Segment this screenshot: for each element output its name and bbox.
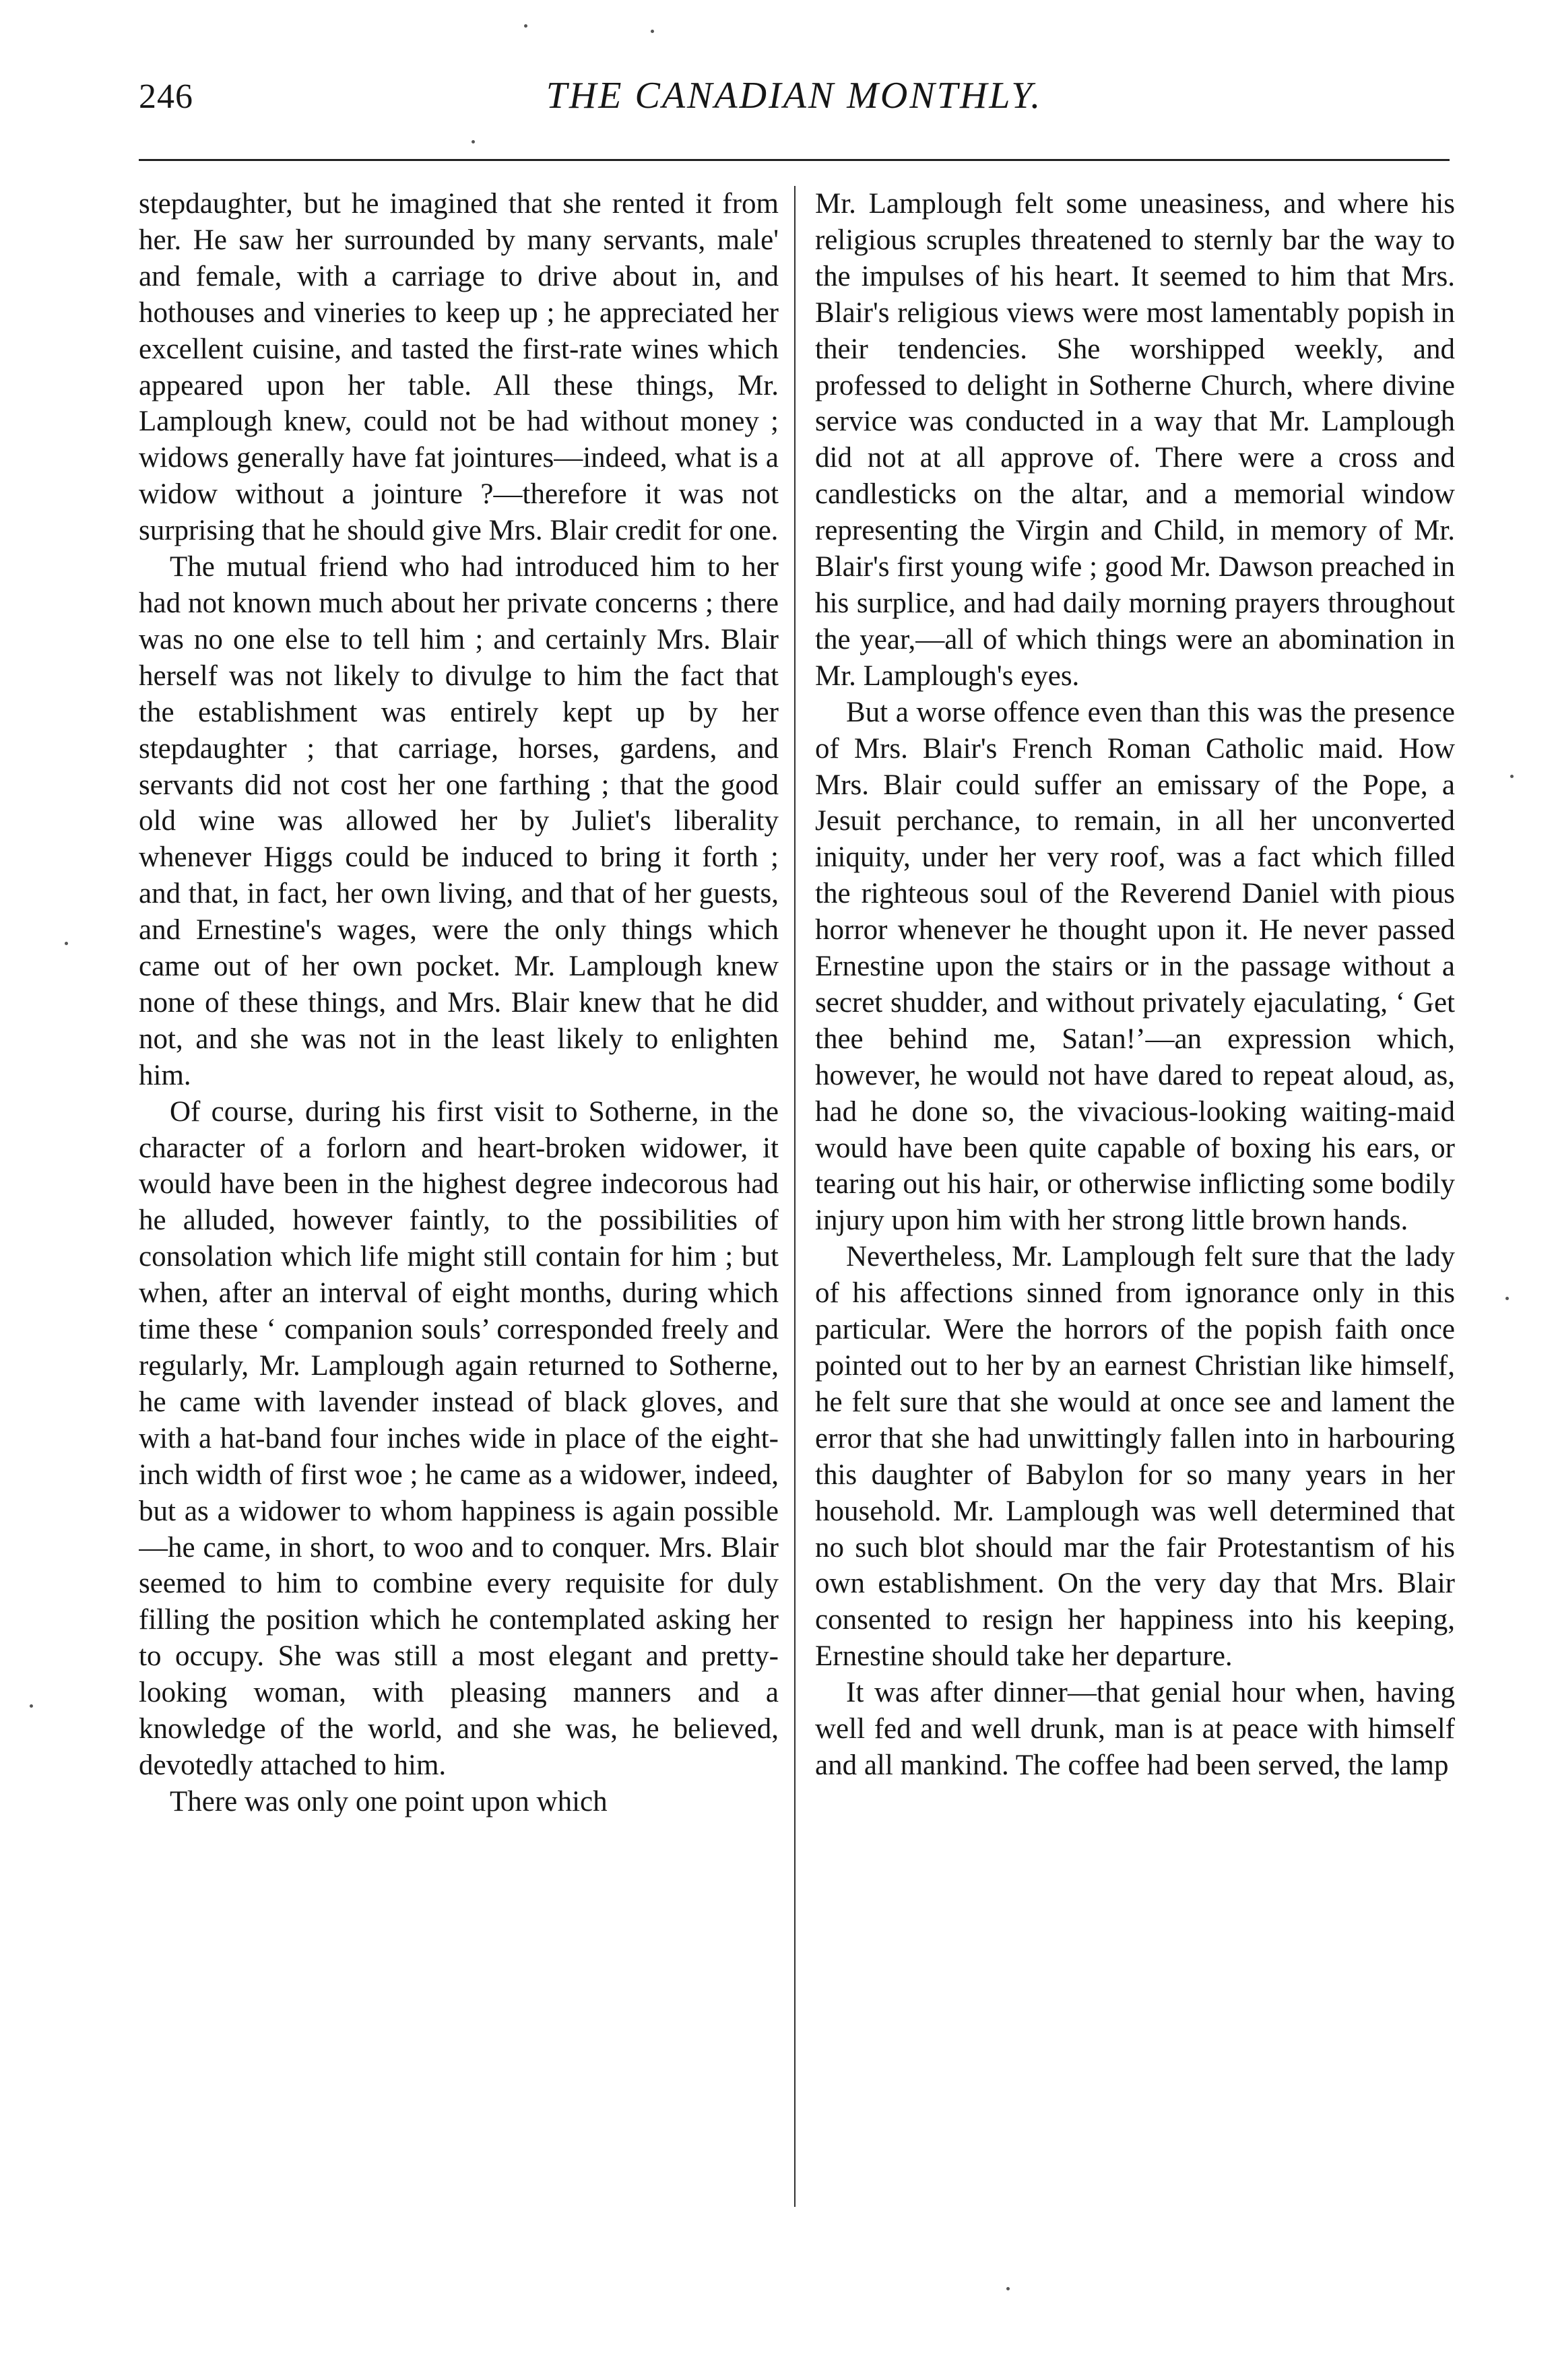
paragraph: The mutual friend who had introduced him to her had not known much about her private concerns ; there was no one else to tell him ; and certainly Mrs. Blair herself was not likely to divulge to him the fact that the establishment was entirely kept up by her stepdaughter ; that carriage, horses, gardens, and servants did not cost her one farthing ; that the good old wine was allowed her by Juliet's liberality whenever Higgs could be induced to bring it forth ; and that, in fact, her own living, and that of her guests, and Ernestine's wages, were the only things which came out of her own pocket. Mr. Lamplough knew none of these things, and Mrs. Blair knew that he did not, and she was not in the least likely to enlighten him. [139, 551, 779, 1091]
paragraph: stepdaughter, but he imagined that she rented it from her. He saw her surrounded by many servants, male' and female, with a carriage to drive about in, and hothouses and vineries to keep up ; he appreciated her excellent cuisine, and tasted the first-rate wines which appeared upon her table. All these things, Mr. Lamplough knew, could not be had without money ; widows generally have fat jointures—indeed, what is a widow without a jointure ?—therefore it was not surprising that he should give Mrs. Blair credit for one. [139, 188, 779, 547]
print-speck [30, 1704, 33, 1708]
paragraph: But a worse offence even than this was the presence of Mrs. Blair's French Roman Catholic maid. How Mrs. Blair could suffer an emissary of the Pope, a Jesuit perchance, to remain, in all her unconverted iniquity, under her very roof, was a fact which filled the righteous soul of the Reverend Daniel with pious horror whenever he thought upon it. He never passed Ernestine upon the stairs or in the passage without a secret shudder, and without privately ejaculating, ‘ Get thee behind me, Satan!’—an expression which, however, he would not have dared to repeat aloud, as, had he done so, the vivacious-looking waiting-maid would have been quite capable of boxing his ears, or tearing out his hair, or otherwise inflicting some bodily injury upon him with her strong little brown hands. [815, 696, 1455, 1237]
print-speck [1510, 775, 1514, 778]
print-speck [1505, 1297, 1509, 1300]
paragraph: Of course, during his first visit to Sotherne, in the character of a forlorn and heart-broken widower, it would have been in the highest degree indecorous had he alluded, however faintly, to the possibilities of consolation which life might still contain for him ; but when, after an interval of eight months, during which time these ‘ companion souls’ corresponded freely and regularly, Mr. Lamplough again returned to Sotherne, he came with lavender instead of black gloves, and with a hat-band four inches wide in place of the eight-inch width of first woe ; he came as a widower, indeed, but as a widower to whom happiness is again possible—he came, in short, to woo and to conquer. Mrs. Blair seemed to him to combine every requisite for duly filling the position which he contemplated asking her to occupy. She was still a most elegant and pretty-looking woman, with pleasing manners and a knowledge of the world, and she was, he believed, devotedly attached to him. [139, 1095, 779, 1781]
right-column [815, 186, 1455, 2234]
print-speck [524, 24, 527, 28]
paragraph: There was only one point upon which [170, 1785, 608, 1818]
column-divider [794, 186, 796, 2207]
print-speck [1006, 2287, 1010, 2290]
paragraph: Nevertheless, Mr. Lamplough felt sure that the lady of his affections sinned from ignorance only in this particular. Were the horrors of the popish faith once pointed out to her by an earnest Christian like himself, he felt sure that she would at once see and lament the error that she had unwittingly fallen into in harbouring this daughter of Babylon for so many years in her household. Mr. Lamplough was well determined that no such blot should mar the fair Protestantism of his own establishment. On the very day that Mrs. Blair consented to resign her happiness into his keeping, Ernestine should take her departure. [815, 1241, 1455, 1673]
left-column [139, 186, 779, 2234]
print-speck [65, 942, 68, 945]
print-speck [472, 140, 475, 143]
page-header [139, 71, 1450, 125]
paragraph: Mr. Lamplough felt some uneasiness, and where his religious scruples threatened to sternly bar the way to the impulses of his heart. It seemed to him that Mrs. Blair's religious views were most lamentably popish in their tendencies. She worshipped weekly, and professed to delight in Sotherne Church, where divine service was conducted in a way that Mr. Lamplough did not at all approve of. There were a cross and candlesticks on the altar, and a memorial window representing the Virgin and Child, in memory of Mr. Blair's first young wife ; good Mr. Dawson preached in his surplice, and had daily morning prayers throughout the year,—all of which things were an abomination in Mr. Lamplough's eyes. [815, 188, 1455, 692]
running-title: THE CANADIAN MONTHLY. [546, 75, 1043, 117]
header-rule [139, 159, 1450, 161]
paragraph: It was after dinner—that genial hour when, having well fed and well drunk, man is at peace with himself and all mankind. The coffee had been served, the lamp [815, 1677, 1455, 1781]
print-speck [651, 30, 654, 33]
page-number: 246 [139, 77, 193, 116]
